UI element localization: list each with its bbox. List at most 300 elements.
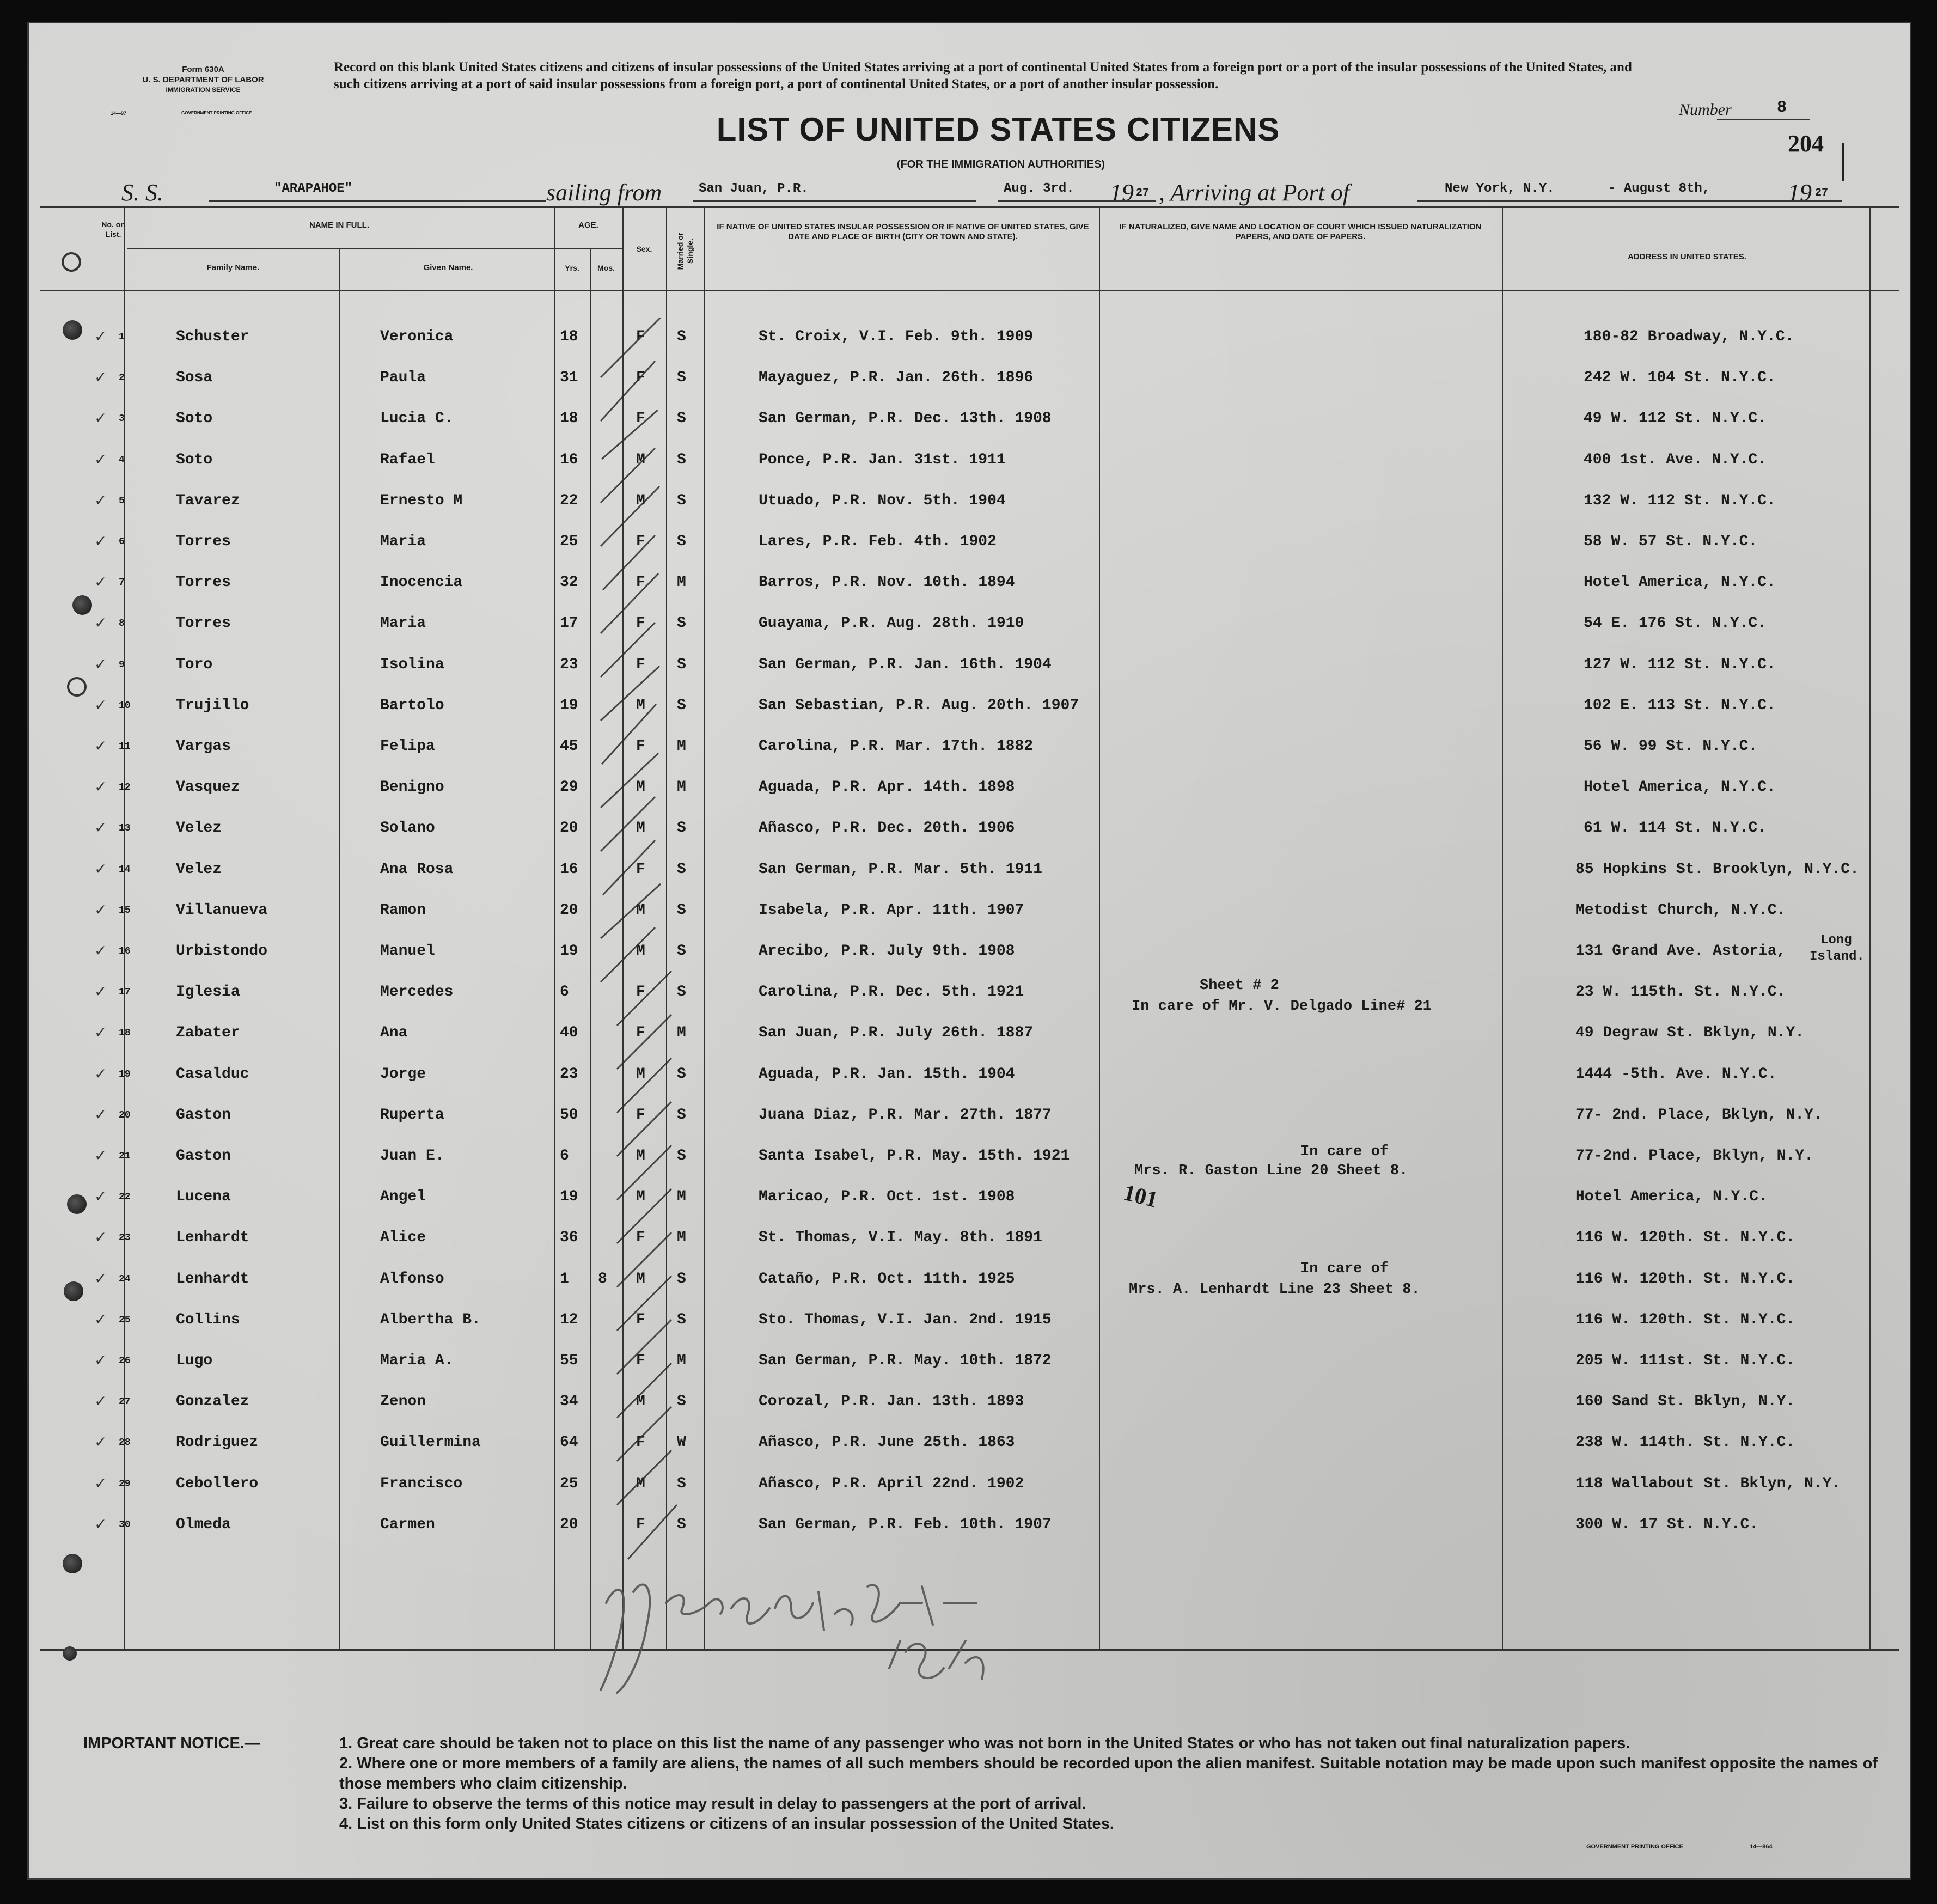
birth-place-date: Añasco, P.R. April 22nd. 1902 (759, 1475, 1024, 1492)
handwritten-tally-strokes (595, 318, 688, 1570)
note-in-care: Mrs. A. Lenhardt Line 23 Sheet 8. (1129, 1281, 1420, 1298)
birth-place-date: San German, P.R. May. 10th. 1872 (759, 1352, 1052, 1369)
col-rule (554, 206, 555, 1649)
binder-hole (63, 1554, 82, 1573)
family-name: Toro (176, 656, 213, 673)
check-mark-icon: ✓ (94, 983, 107, 1000)
marital-status: S (677, 615, 686, 632)
marital-status: S (677, 902, 686, 919)
birth-place-date: Arecibo, P.R. July 9th. 1908 (759, 943, 1015, 960)
check-mark-icon: ✓ (94, 369, 107, 386)
us-address: 49 Degraw St. Bklyn, N.Y. (1575, 1024, 1805, 1041)
family-name: Tavarez (176, 492, 240, 509)
departure-year-suffix: 27 (1136, 187, 1150, 199)
birth-place-date: Juana Diaz, P.R. Mar. 27th. 1877 (759, 1107, 1052, 1124)
age-years: 6 (560, 1148, 569, 1164)
family-name: Torres (176, 615, 231, 632)
check-mark-icon: ✓ (94, 778, 107, 795)
family-name: Torres (176, 533, 231, 550)
us-address: 85 Hopkins St. Brooklyn, N.Y.C. (1575, 861, 1859, 878)
row-number: 3 (119, 413, 125, 424)
us-address: 116 W. 120th. St. N.Y.C. (1575, 1229, 1795, 1246)
ss-label: S. S. (121, 179, 163, 206)
sex: M (636, 820, 645, 837)
birth-place-date: Añasco, P.R. Dec. 20th. 1906 (759, 820, 1015, 837)
col-header-no: No. on List. (101, 220, 125, 239)
check-mark-icon: ✓ (94, 1516, 107, 1533)
birth-place-date: Isabela, P.R. Apr. 11th. 1907 (759, 902, 1024, 919)
given-name: Maria (380, 615, 426, 632)
us-address: 180-82 Broadway, N.Y.C. (1584, 328, 1794, 345)
us-address: 49 W. 112 St. N.Y.C. (1584, 410, 1767, 427)
family-name: Soto (176, 451, 213, 468)
sex: M (636, 1393, 645, 1410)
us-address: 160 Sand St. Bklyn, N.Y. (1575, 1393, 1795, 1410)
given-name: Ramon (380, 902, 426, 919)
family-name: Vargas (176, 738, 231, 755)
given-name: Alice (380, 1229, 426, 1246)
check-mark-icon: ✓ (94, 1270, 107, 1287)
sex: F (636, 1352, 645, 1369)
given-name: Rafael (380, 451, 435, 468)
page-mark (1842, 143, 1844, 181)
check-mark-icon: ✓ (94, 1229, 107, 1246)
check-mark-icon: ✓ (94, 1106, 107, 1123)
check-mark-icon: ✓ (94, 1024, 107, 1041)
sex: M (636, 943, 645, 960)
birth-place-date: Carolina, P.R. Mar. 17th. 1882 (759, 738, 1034, 755)
sex: M (636, 1066, 645, 1083)
row-number: 19 (119, 1069, 131, 1080)
marital-status: M (677, 1352, 686, 1369)
row-number: 27 (119, 1396, 131, 1407)
birth-place-date: Maricao, P.R. Oct. 1st. 1908 (759, 1188, 1015, 1205)
family-name: Gaston (176, 1148, 231, 1164)
note-in-care-label: In care of (1300, 1144, 1389, 1160)
birth-place-date: San Juan, P.R. July 26th. 1887 (759, 1024, 1034, 1041)
row-number: 11 (119, 741, 131, 752)
age-years: 45 (560, 738, 578, 755)
departure-date: Aug. 3rd. (1004, 181, 1074, 196)
check-mark-icon: ✓ (94, 410, 107, 426)
marital-status: W (677, 1434, 686, 1451)
age-years: 32 (560, 574, 578, 591)
number-value: 8 (1777, 99, 1787, 117)
marital-status: M (677, 1024, 686, 1041)
marital-status: S (677, 1475, 686, 1492)
binder-hole (63, 320, 82, 340)
age-years: 1 (560, 1271, 569, 1287)
row-number: 13 (119, 823, 131, 834)
birth-place-date: San German, P.R. Feb. 10th. 1907 (759, 1516, 1052, 1533)
family-name: Velez (176, 820, 222, 837)
family-name: Rodriguez (176, 1434, 259, 1451)
marital-status: M (677, 738, 686, 755)
inspector-signature (595, 1570, 1009, 1695)
us-address: Hotel America, N.Y.C. (1584, 574, 1776, 591)
binder-hole (67, 677, 87, 697)
us-address: 400 1st. Ave. N.Y.C. (1584, 451, 1767, 468)
sex: F (636, 1024, 645, 1041)
marital-status: S (677, 1516, 686, 1533)
birth-place-date: Barros, P.R. Nov. 10th. 1894 (759, 574, 1015, 591)
sex: F (636, 615, 645, 632)
us-address: 58 W. 57 St. N.Y.C. (1584, 533, 1758, 550)
address-extra-line: Island. (1810, 949, 1865, 964)
check-mark-icon: ✓ (94, 656, 107, 673)
row-number: 17 (119, 987, 131, 998)
sex: F (636, 656, 645, 673)
birth-place-date: Aguada, P.R. Apr. 14th. 1898 (759, 779, 1015, 796)
check-mark-icon: ✓ (94, 1352, 107, 1369)
birth-place-date: San German, P.R. Dec. 13th. 1908 (759, 410, 1052, 427)
us-address: Hotel America, N.Y.C. (1584, 779, 1776, 796)
check-mark-icon: ✓ (94, 328, 107, 345)
marital-status: S (677, 1066, 686, 1083)
age-years: 25 (560, 533, 578, 550)
us-address: 77-2nd. Place, Bklyn, N.Y. (1575, 1148, 1813, 1164)
row-number: 28 (119, 1437, 131, 1448)
col-rule (1502, 206, 1503, 1649)
given-name: Carmen (380, 1516, 435, 1533)
marital-status: M (677, 574, 686, 591)
row-number: 8 (119, 618, 125, 629)
sex: F (636, 1311, 645, 1328)
age-years: 19 (560, 943, 578, 960)
family-name: Villanueva (176, 902, 268, 919)
family-name: Sosa (176, 369, 213, 386)
row-number: 14 (119, 864, 131, 875)
sex: F (636, 1434, 645, 1451)
age-years: 20 (560, 1516, 578, 1533)
marital-status: S (677, 984, 686, 1000)
given-name: Guillermina (380, 1434, 481, 1451)
marital-status: S (677, 492, 686, 509)
notice-item: 4. List on this form only United States citizens or citizens of an insular possession of the United States. (339, 1815, 1114, 1833)
birth-place-date: Santa Isabel, P.R. May. 15th. 1921 (759, 1148, 1070, 1164)
age-years: 50 (560, 1107, 578, 1124)
check-mark-icon: ✓ (94, 697, 107, 713)
arrival-date: - August 8th, (1608, 181, 1710, 196)
note-in-care: Mrs. R. Gaston Line 20 Sheet 8. (1134, 1163, 1408, 1179)
row-number: 30 (119, 1519, 131, 1530)
us-address: 1444 -5th. Ave. N.Y.C. (1575, 1066, 1777, 1083)
marital-status: S (677, 943, 686, 960)
marital-status: S (677, 369, 686, 386)
sex: M (636, 697, 645, 714)
marital-status: S (677, 451, 686, 468)
given-name: Juan E. (380, 1148, 444, 1164)
marital-status: S (677, 1107, 686, 1124)
us-address: 77- 2nd. Place, Bklyn, N.Y. (1575, 1107, 1823, 1124)
family-name: Velez (176, 861, 222, 878)
footer-code: 14—864 (1750, 1844, 1773, 1850)
birth-place-date: San German, P.R. Mar. 5th. 1911 (759, 861, 1042, 878)
birth-place-date: Lares, P.R. Feb. 4th. 1902 (759, 533, 997, 550)
marital-status: M (677, 779, 686, 796)
birth-place-date: San Sebastian, P.R. Aug. 20th. 1907 (759, 697, 1079, 714)
footer-printer: GOVERNMENT PRINTING OFFICE (1586, 1844, 1683, 1850)
header-bottom-rule (40, 290, 1899, 291)
marital-status: S (677, 656, 686, 673)
marital-status: S (677, 1148, 686, 1164)
print-code-mid: GOVERNMENT PRINTING OFFICE (181, 111, 252, 115)
age-years: 34 (560, 1393, 578, 1410)
us-address: 61 W. 114 St. N.Y.C. (1584, 820, 1767, 837)
arrival-underline (1417, 200, 1842, 202)
age-years: 16 (560, 451, 578, 468)
row-number: 7 (119, 577, 125, 588)
us-address: 118 Wallabout St. Bklyn, N.Y. (1575, 1475, 1841, 1492)
birth-place-date: Corozal, P.R. Jan. 13th. 1893 (759, 1393, 1024, 1410)
col-header-naturalized: IF NATURALIZED, GIVE NAME AND LOCATION OF COURT WHICH ISSUED NATURALIZATION PAPERS, AND DATE OF PAPERS. (1119, 222, 1482, 241)
note-sheet: Sheet # 2 (1200, 978, 1279, 994)
marital-status: S (677, 533, 686, 550)
age-years: 16 (560, 861, 578, 878)
name-sub-rule (127, 248, 622, 249)
print-code-left: 14—97 (111, 111, 127, 116)
given-name: Ana (380, 1024, 408, 1041)
sex: M (636, 1475, 645, 1492)
given-name: Felipa (380, 738, 435, 755)
sex: F (636, 984, 645, 1000)
age-years: 25 (560, 1475, 578, 1492)
col-header-age: AGE. (578, 221, 598, 230)
notice-label: IMPORTANT NOTICE.— (83, 1735, 260, 1752)
sex: F (636, 574, 645, 591)
marital-status: S (677, 1393, 686, 1410)
marital-status: M (677, 1229, 686, 1246)
check-mark-icon: ✓ (94, 533, 107, 550)
page-subtitle: (FOR THE IMMIGRATION AUTHORITIES) (896, 158, 1105, 170)
number-underline (1717, 119, 1810, 120)
family-name: Urbistondo (176, 943, 268, 960)
check-mark-icon: ✓ (94, 1188, 107, 1205)
sex: F (636, 1516, 645, 1533)
col-rule (339, 248, 340, 1649)
sex: M (636, 451, 645, 468)
marital-status: S (677, 410, 686, 427)
arriving-label: , Arriving at Port of (1159, 179, 1349, 206)
sex: M (636, 1271, 645, 1287)
sex: M (636, 1188, 645, 1205)
us-address: 238 W. 114th. St. N.Y.C. (1575, 1434, 1795, 1451)
birth-place-date: Ponce, P.R. Jan. 31st. 1911 (759, 451, 1006, 468)
us-address: 116 W. 120th. St. N.Y.C. (1575, 1271, 1795, 1287)
ship-underline (209, 200, 546, 202)
age-years: 31 (560, 369, 578, 386)
row-number: 22 (119, 1192, 131, 1203)
check-mark-icon: ✓ (94, 1147, 107, 1164)
note-in-care-label: In care of (1300, 1261, 1389, 1277)
binder-hole (67, 1194, 87, 1214)
service-name: IMMIGRATION SERVICE (166, 86, 241, 94)
page-number: 204 (1788, 130, 1824, 157)
note-in-care: In care of Mr. V. Delgado Line# 21 (1132, 998, 1432, 1015)
col-header-address: ADDRESS IN UNITED STATES. (1628, 252, 1746, 261)
us-address: 23 W. 115th. St. N.Y.C. (1575, 984, 1786, 1000)
given-name: Ruperta (380, 1107, 444, 1124)
row-number: 16 (119, 946, 131, 957)
page-title: LIST OF UNITED STATES CITIZENS (716, 111, 1280, 148)
given-name: Maria (380, 533, 426, 550)
sex: F (636, 861, 645, 878)
department-name: U. S. DEPARTMENT OF LABOR (142, 75, 264, 84)
check-mark-icon: ✓ (94, 1393, 107, 1409)
col-header-birth: IF NATIVE OF UNITED STATES INSULAR POSSESSION OR IF NATIVE OF UNITED STATES, GIVE DATE AND PLACE OF BIRTH (CITY OR TOWN AND STATE). (717, 222, 1089, 241)
ship-name: "ARAPAHOE" (274, 181, 353, 196)
row-number: 1 (119, 332, 125, 343)
us-address: 54 E. 176 St. N.Y.C. (1584, 615, 1767, 632)
birth-place-date: St. Thomas, V.I. May. 8th. 1891 (759, 1229, 1042, 1246)
col-header-married: Married or Single. (676, 232, 694, 270)
check-mark-icon: ✓ (94, 1475, 107, 1492)
row-number: 10 (119, 700, 131, 711)
sex: M (636, 779, 645, 796)
given-name: Angel (380, 1188, 426, 1205)
given-name: Alfonso (380, 1271, 444, 1287)
marital-status: S (677, 328, 686, 345)
given-name: Maria A. (380, 1352, 454, 1369)
us-address: 300 W. 17 St. N.Y.C. (1575, 1516, 1759, 1533)
sex: F (636, 328, 645, 345)
age-years: 23 (560, 1066, 578, 1083)
given-name: Francisco (380, 1475, 463, 1492)
col-rule (1099, 206, 1100, 1649)
row-number: 26 (119, 1356, 131, 1366)
col-header-name: NAME IN FULL. (309, 221, 369, 230)
marital-status: S (677, 697, 686, 714)
sex: F (636, 410, 645, 427)
col-header-family: Family Name. (206, 263, 260, 272)
row-number: 23 (119, 1232, 131, 1243)
departure-underline (693, 200, 976, 202)
binder-hole (64, 1281, 83, 1301)
age-years: 18 (560, 328, 578, 345)
us-address: 205 W. 111st. St. N.Y.C. (1575, 1352, 1795, 1369)
col-rule (704, 206, 705, 1649)
age-years: 29 (560, 779, 578, 796)
birth-place-date: Aguada, P.R. Jan. 15th. 1904 (759, 1066, 1015, 1083)
arrival-year-suffix: 27 (1815, 187, 1829, 199)
birth-place-date: Guayama, P.R. Aug. 28th. 1910 (759, 615, 1024, 632)
family-name: Trujillo (176, 697, 249, 714)
sailing-from-label: sailing from (546, 179, 662, 206)
number-label: Number (1679, 101, 1732, 119)
given-name: Bartolo (380, 697, 444, 714)
family-name: Lugo (176, 1352, 213, 1369)
age-years: 19 (560, 1188, 578, 1205)
form-identifier (132, 64, 274, 95)
check-mark-icon: ✓ (94, 1065, 107, 1082)
arrival-port: New York, N.Y. (1445, 181, 1555, 196)
marital-status: S (677, 1311, 686, 1328)
birth-place-date: St. Croix, V.I. Feb. 9th. 1909 (759, 328, 1034, 345)
departure-year-prefix: 19 (1110, 179, 1134, 206)
col-rule (590, 248, 591, 1649)
given-name: Lucia C. (380, 410, 454, 427)
family-name: Lenhardt (176, 1271, 249, 1287)
family-name: Olmeda (176, 1516, 231, 1533)
family-name: Gonzalez (176, 1393, 249, 1410)
row-number: 5 (119, 496, 125, 506)
age-years: 64 (560, 1434, 578, 1451)
age-years: 23 (560, 656, 578, 673)
family-name: Gaston (176, 1107, 231, 1124)
sex: M (636, 492, 645, 509)
manifest-sheet (27, 22, 1911, 1880)
us-address: Hotel America, N.Y.C. (1575, 1188, 1768, 1205)
given-name: Benigno (380, 779, 444, 796)
sex: M (636, 1148, 645, 1164)
sex: F (636, 533, 645, 550)
age-years: 19 (560, 697, 578, 714)
given-name: Veronica (380, 328, 454, 345)
family-name: Collins (176, 1311, 240, 1328)
sex: F (636, 369, 645, 386)
given-name: Mercedes (380, 984, 454, 1000)
family-name: Torres (176, 574, 231, 591)
birth-place-date: Utuado, P.R. Nov. 5th. 1904 (759, 492, 1006, 509)
col-rule (1869, 206, 1871, 1649)
check-mark-icon: ✓ (94, 1311, 107, 1328)
given-name: Inocencia (380, 574, 463, 591)
check-mark-icon: ✓ (94, 573, 107, 590)
birth-place-date: Añasco, P.R. June 25th. 1863 (759, 1434, 1015, 1451)
notice-item: 3. Failure to observe the terms of this notice may result in delay to passengers at the port of arrival. (339, 1795, 1086, 1813)
given-name: Ana Rosa (380, 861, 454, 878)
age-years: 55 (560, 1352, 578, 1369)
sex: F (636, 1107, 645, 1124)
family-name: Soto (176, 410, 213, 427)
age-years: 17 (560, 615, 578, 632)
family-name: Iglesia (176, 984, 240, 1000)
birth-place-date: Mayaguez, P.R. Jan. 26th. 1896 (759, 369, 1034, 386)
departure-date-underline (998, 200, 1156, 202)
address-extra-line: Long (1820, 933, 1852, 948)
form-number: Form 630A (182, 65, 224, 74)
col-header-given: Given Name. (423, 263, 473, 272)
sex: F (636, 738, 645, 755)
marital-status: M (677, 1188, 686, 1205)
us-address: 127 W. 112 St. N.Y.C. (1584, 656, 1776, 673)
birth-place-date: Carolina, P.R. Dec. 5th. 1921 (759, 984, 1024, 1000)
us-address: Metodist Church, N.Y.C. (1575, 902, 1786, 919)
row-number: 2 (119, 373, 125, 383)
check-mark-icon: ✓ (94, 614, 107, 631)
row-number: 25 (119, 1315, 131, 1326)
check-mark-icon: ✓ (94, 492, 107, 509)
table-top-rule (40, 206, 1899, 208)
row-number: 15 (119, 905, 131, 916)
birth-place-date: Cataño, P.R. Oct. 11th. 1925 (759, 1271, 1015, 1287)
age-years: 36 (560, 1229, 578, 1246)
check-mark-icon: ✓ (94, 1433, 107, 1450)
sex: M (636, 902, 645, 919)
marital-status: S (677, 820, 686, 837)
col-header-mos: Mos. (597, 264, 615, 272)
binder-hole (63, 1646, 77, 1661)
given-name: Albertha B. (380, 1311, 481, 1328)
arrival-year-prefix: 19 (1788, 179, 1812, 206)
given-name: Ernesto M (380, 492, 463, 509)
age-years: 6 (560, 984, 569, 1000)
given-name: Paula (380, 369, 426, 386)
check-mark-icon: ✓ (94, 942, 107, 959)
family-name: Lenhardt (176, 1229, 249, 1246)
binder-hole (62, 252, 81, 272)
us-address: 132 W. 112 St. N.Y.C. (1584, 492, 1776, 509)
